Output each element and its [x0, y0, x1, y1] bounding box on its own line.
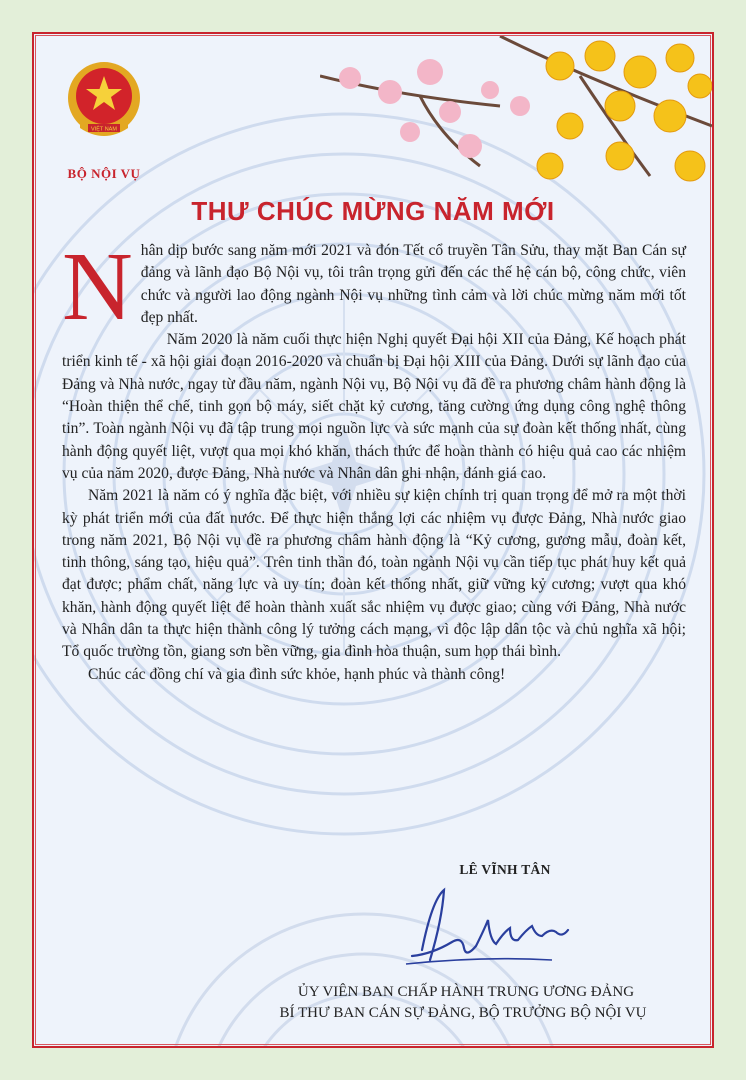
national-emblem-icon — [64, 58, 144, 146]
letter-title: THƯ CHÚC MỪNG NĂM MỚI — [191, 196, 555, 226]
bronze-drum-pattern-bottom — [34, 894, 714, 1048]
position-line-2: BÍ THƯ BAN CÁN SỰ ĐẢNG, BỘ TRƯỞNG BỘ NỘI VỤ — [279, 1005, 647, 1021]
paragraph-3: Năm 2021 là năm có ý nghĩa đặc biệt, với nhiều sự kiện chính trị quan trọng để mở ra một thời kỳ phát triển mới của đất nước. Để thực hiện thắng lợi các nhiệm vụ được Đảng, Nhà nước giao trong năm 2021, Bộ Nội vụ đề ra phương châm hành động là “Kỷ cương, gương mẫu, đoàn kết, tinh thông, sáng tạo, hiệu quả”. Trên tinh thần đó, toàn ngành Nội vụ cần tiếp tục phát huy kết quả đạt được; phẩm chất, năng lực và uy tín; đoàn kết thống nhất, giữ vững kỷ cương; vượt qua khó khăn, hành động quyết liệt để hoàn thành xuất sắc nhiệm vụ được giao; cùng với Đảng, Nhà nước và Nhân dân ta thực hiện thành công lý tưởng cách mạng, vì độc lập dân tộc và chủ nghĩa xã hội; Tổ quốc trường tồn, giang sơn bền vững, gia đình hòa thuận, sum họp thái bình. — [62, 487, 686, 661]
paragraph-1 — [62, 233, 686, 341]
paragraph-4: Chúc các đồng chí và gia đình sức khỏe, hạnh phúc và thành công! — [88, 665, 506, 683]
dropcap: N — [62, 233, 133, 341]
position-line-1: ỦY VIÊN BAN CHẤP HÀNH TRUNG ƯƠNG ĐẢNG — [297, 984, 635, 1000]
tet-flowers-decoration — [320, 36, 712, 196]
paragraph-2: Năm 2020 là năm cuối thực hiện Nghị quyết Đại hội XII của Đảng, Kế hoạch phát triển kinh tế - xã hội giai đoạn 2016-2020 và chuẩn bị Đại hội XIII của Đảng. Dưới sự lãnh đạo của Đảng và Nhà nước, ngay từ đầu năm, ngành Nội vụ, Bộ Nội vụ đã đề ra phương châm hành động là “Hoàn thiện thể chế, tinh gọn bộ máy, siết chặt kỷ cương, tăng cường ứng dụng công nghệ thông tin”. Toàn ngành Nội vụ đã tập trung mọi nguồn lực và sức mạnh của sự đoàn kết thống nhất, cùng hành động quyết liệt, vượt qua mọi khó khăn, thách thức để hoàn thành có hiệu quả cao các nhiệm vụ của năm 2020, được Đảng, Nhà nước và Nhân dân ghi nhận, đánh giá cao. — [62, 331, 686, 482]
signer-name: LÊ VĨNH TÂN — [459, 862, 551, 877]
letter-body — [62, 233, 686, 686]
emblem-text: VIỆT NAM — [91, 126, 117, 133]
paragraph-1-text: hân dịp bước sang năm mới 2021 và đón Tết cổ truyền Tân Sửu, thay mặt Ban Cán sự đảng và lãnh đạo Bộ Nội vụ, tôi trân trọng gửi đến các thế hệ cán bộ, công chức, viên chức và người lao động ngành Nội vụ những tình cảm và lời chúc mừng năm mới tốt đẹp nhất. — [140, 242, 686, 326]
ministry-name: BỘ NỘI VỤ — [67, 166, 141, 181]
handwritten-signature — [392, 880, 582, 980]
